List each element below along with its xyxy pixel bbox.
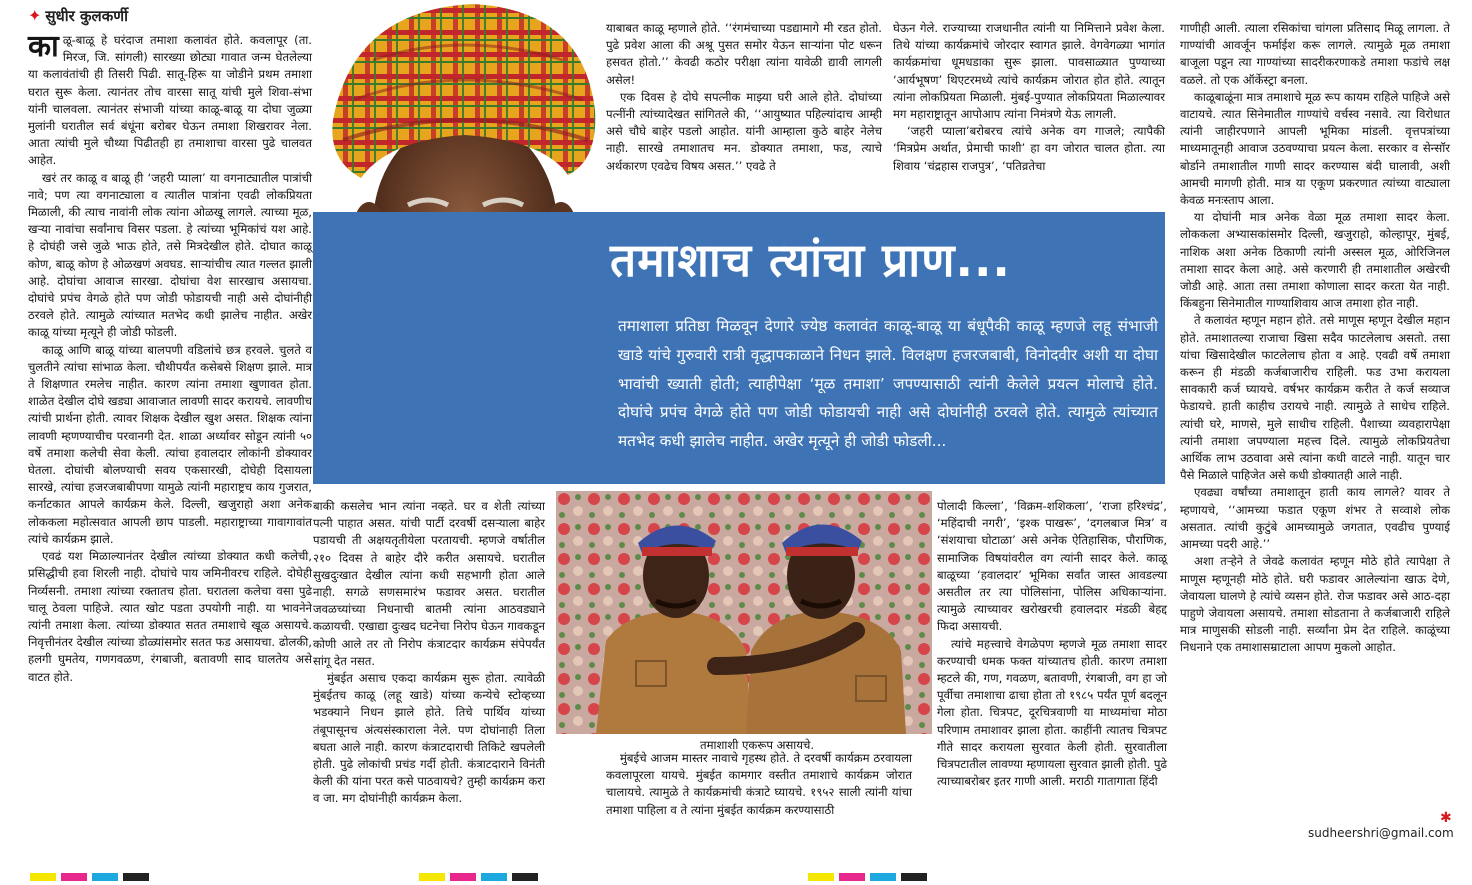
- article-column-3-bottom: [937, 498, 1167, 789]
- span-bottom-paragraph-1: मुंबईचे आजम मास्तर नावाचे गृहस्थ होते. ते दरवर्षी कार्यक्रम ठरवायला कवलापूरला यायचे. मुंबईत कामगार वस्तीत तमाशाचे कार्यक्रम जोरात चालायचे. त्यामुळे ते कार्यक्रमांची कंत्राटे घ्यायचे. १९५२ साली त्यांनी यांचा तमाशा पाहिला व ते त्यांना मुंबईत कार्यक्रम करण्यासाठी: [606, 751, 912, 817]
- column-3-top-paragraph-2: ‘जहरी प्याला’बरोबरच त्यांचे अनेक वग गाजले; त्यापैकी ‘मित्रप्रेम अर्थात, प्रेमाची फाशी’ हा वग जोरात चालत होता. त्या शिवाय ‘चंद्रहास राजपुत्र’, ‘पतिव्रतेचा: [893, 124, 1165, 173]
- column-4-paragraph-4: ते कलावंत म्हणून महान होते. तसे माणूस म्हणून देखील महान होते. तमाशातल्या राजाचा खिसा सदैव फाटलेलाच असतो. तसा यांचा खिसादेखील फाटलेलाच होता व आहे. एवढी वर्षे तमाशा करून ही मंडळी कर्जबाजारीच राहिली. फड उभा करायला सावकारी कर्ज घ्यायचे. वर्षभर कार्यक्रम करीत ते कर्ज सव्याज फेडायचे. हाती काहीच उरायचे नाही. त्यामुळे ते साधेच राहिले. त्यांची घरे, माणसे, मुले साधीच राहिली. पैशाच्या व्यवहारापेक्षा त्यांनी तमाशा जपण्याला महत्त्व दिले. त्यामुळे लोकप्रियतेचा आर्थिक लाभ उठवावा असे त्यांना कधी वाटले नाही. यातून चार पैसे मिळाले पाहिजेत असे कधी डोक्यातही आले नाही.: [1180, 313, 1450, 483]
- column-3-top-paragraph-1: घेऊन गेले. राज्याच्या राजधानीत त्यांनी या निमित्ताने प्रवेश केला. तिथे यांच्या कार्यक्रमांचे जोरदार स्वागत झाले. वेगवेगळ्या भागांत कार्यक्रमांचा धूमधडाका सुरू झाला. पावसाळ्यात पुण्याच्या ‘आर्यभूषण’ थिएटरमध्ये त्यांचे कार्यक्रम जोरात होत होते. त्यातून त्यांना लोकप्रियता मिळाली. मुंबई-पुण्यात लोकप्रियता मिळाल्यावर मग महाराष्ट्रातून आपोआप त्यांना निमंत्रणे येऊ लागली.: [893, 21, 1165, 122]
- column-1-paragraph-1-text: ळू-बाळू हे घरंदाज तमाशा कलावंत होते. कवलापूर (ता. मिरज, जि. सांगली) सारख्या छोट्या गावात जन्म घेतलेल्या या कलावंतांची ही तिसरी पिढी. सातू-हिरू या जोडीने प्रथम तमाशा घरात सुरू केला. त्यानंतर तोच वारसा सातू यांची मुले शिवा-संभा यांनी चालवला. त्यानंतर संभाजी यांच्या काळू-बाळू या दोघा जुळ्या मुलांनी घरातील सर्व बंधूंना बरोबर घेऊन तमाशा शिखरावर नेला. आता त्यांची मुले चौथ्या पिढीतही हा तमाशाचा वारसा पुढे चालवत आहेत.: [28, 33, 312, 168]
- column-4-paragraph-3: या दोघांनी मात्र अनेक वेळा मूळ तमाशा सादर केला. लोककला अभ्यासकांसमोर दिल्ली, खजुराहो, कोल्हापूर, मुंबई, नाशिक अशा अनेक ठिकाणी त्यांनी अस्सल मूळ, ओरिजिनल तमाशा सादर केला आहे. असे करणारी ही तमाशातील अखेरची जोडी आहे. आता तसा तमाशा कोणाला सादर करता येत नाही. किंबहुना सिनेमातील गाण्याशिवाय आज तमाशा होत नाही.: [1180, 210, 1450, 311]
- print-registration-marks: [0, 866, 1472, 876]
- column-3-bottom-paragraph-2: त्यांचे महत्त्वाचे वेगळेपण म्हणजे मूळ तमाशा सादर करण्याची धमक फक्त यांच्यातच होती. कारण तमाशा म्हटले की, गण, गवळण, बतावणी, रंगबाजी, वग हा जो पूर्वीचा तमाशाचा ढाचा होता तो १९८५ पर्यंत पूर्ण बदलून गेला होता. चित्रपट, दूरचित्रवाणी या माध्यमांचा मोठा परिणाम तमाशावर झाला होता. काहींनी त्यातच चित्रपट गीते सादर करायला सुरवात केली होती. सुरवातीला चित्रपटातील लावण्या म्हणायला सुरवात झाली होती. पुढे त्याच्याबरोबर इतर गाणी आली. मराठी गातागाता हिंदी: [937, 636, 1167, 789]
- column-4-paragraph-6: अशा तऱ्हेने ते जेवढे कलावंत म्हणून मोठे होते त्यापेक्षा ते माणूस म्हणूनही मोठे होते. घरी फडावर आलेल्यांना खाऊ देणे, जेवायला घालणे हे त्यांचे व्यसन होते. रोज फडावर असे आठ-दहा पाहुणे जेवायला असायचे. तमाशा सोडताना ते कर्जबाजारी राहिले मात्र माणुसकी सोडली नाही. सर्व्यांना प्रेम देत राहिले. काळूंच्या निधनाने एक तमाशासम्राटाला आपण मुकलो आहोत.: [1180, 554, 1450, 655]
- column-1-paragraph-1: [28, 29, 312, 170]
- article-column-2-top: [606, 20, 882, 204]
- article-column-2-bottom: [313, 498, 545, 843]
- photo-caption: तमाशाशी एकरूप असायचे.: [700, 738, 815, 752]
- duo-photo: [556, 491, 932, 734]
- summary-text: तमाशाला प्रतिष्ठा मिळवून देणारे ज्येष्ठ कलावंत काळू-बाळू या बंधूपैकी काळू म्हणजे लहू संभाजी खाडे यांचे गुरुवारी रात्री वृद्धापकाळाने निधन झाले. विलक्षण हजरजबाबी, विनोदवीर अशी या दोघा भावांची ख्याती होती; त्याहीपेक्षा ‘मूळ तमाशा’ जपण्यासाठी त्यांनी केलेले प्रयत्न मोलाचे होते. दोघांचे प्रपंच वेगळे होते पण जोडी फोडायची नाही असे दोघांनीही ठरवले होते. त्यामुळे त्यांच्यात मतभेद कधी झालेच नाहीत. अखेर मृत्यूने ही जोडी फोडली...: [618, 317, 1158, 451]
- column-4-paragraph-1: गाणीही आली. त्याला रसिकांचा चांगला प्रतिसाद मिळू लागला. ते गाण्यांची आवर्जून फर्माईश करू लागले. त्यामुळे मूळ तमाशा बाजूला पडून त्या गाण्यांच्या सादरीकरणाकडे तमाशा फडांचे लक्ष वळले. तो एक ऑर्केस्ट्रा बनला.: [1180, 21, 1450, 87]
- article-column-3-top: [893, 20, 1165, 204]
- article-column-1: [28, 29, 312, 858]
- headline: तमाशाच त्यांचा प्राण...: [610, 233, 1011, 287]
- column-2-top-paragraph-2: एक दिवस हे दोघे सपत्नीक माझ्या घरी आले होते. दोघांच्या पत्नींनी त्यांच्यादेखत सांगितले की, ‘‘आयुष्यात पहिल्यांदाच आम्ही असे चौघे बाहेर पडलो आहोत. यांनी आम्हाला कुठे बाहेर नेलेच नाही. सारखे तमाशातच मन. डोक्यात तमाशा, फड, त्याचे अर्थकारण एवढेच विषय असत.’’ एवढे ते: [606, 89, 882, 173]
- column-3-bottom-paragraph-1: पोलादी किल्ला’, ‘विक्रम-शशिकला’, ‘राजा हरिश्चंद्र’, ‘महिंदाची नगरी’, ‘इश्क पाखरू’, ‘दगलबाज मित्र’ व ‘संशयाचा घोटाळा’ असे अनेक ऐतिहासिक, पौराणिक, सामाजिक विषयांवरील वग त्यांनी सादर केले. काळू बाळूच्या ‘हवालदार’ भूमिका सर्वांत जास्त आवडल्या असतील तर त्या पोलिसांना, पोलिस अधिकाऱ्यांना. त्यामुळे त्याच्यावर खरोखरची हवालदार मंडळी बेहद्द फिदा असायची.: [937, 499, 1167, 634]
- drop-cap: का: [28, 29, 59, 64]
- column-1-paragraph-2: खरं तर काळू व बाळू ही ‘जहरी प्याला’ या वगनाट्यातील पात्रांची नावे; पण त्या वगनाट्याला व त्यातील पात्रांना एवढी लोकप्रियता मिळाली, की त्याच नावांनी लोक त्यांना ओळखू लागले. त्याच्या मूळ, खऱ्या नावांचा सर्वांनाच विसर पडला. हे त्यांच्या भूमिकांचं यश आहे. हे दोघंही जसे जुळे भाऊ होते, तसे मित्रदेखील होते. दोघात काळू कोण, बाळू कोण हे ओळखणं अवघड. साऱ्यांचीच त्यात गल्लत झाली आहे. दोघांचा आवाज सारखा. दोघांचा वेश सारखाच असायचा. दोघांचे प्रपंच वेगळे होते पण जोडी फोडायची नाही असे दोघांनीही ठरवले होते. त्यामुळे त्यांच्यात मतभेद कधी झालेच नाहीत. अखेर काळू यांच्या मृत्यूने ही जोडी फोडली.: [28, 170, 312, 340]
- column-4-paragraph-2: काळूबाळूंना मात्र तमाशाचे मूळ रूप कायम राहिले पाहिजे असे वाटायचे. त्यात सिनेमातील गाण्यांचे वर्चस्व नसावे. त्या विरोधात त्यांनी जाहीरपणाने आपली भूमिका मांडली. वृत्तपत्रांच्या माध्यमातूनही आवाज उठवण्याचा प्रयत्न केला. सरकार व सेन्सॉर बोर्डाने तमाशातील गाणी सादर करण्यास बंदी घालावी, अशी आमची मागणी होती. मात्र या एकूण प्रकरणात त्यांच्या वाट्याला केवळ मनःस्ताप आला.: [1180, 89, 1450, 208]
- byline: [28, 6, 128, 28]
- red-star-icon: ✦: [28, 6, 42, 25]
- column-2-top-paragraph-1: याबाबत काळू म्हणाले होते. ‘‘रंगमंचाच्या पडद्यामागे मी रडत होतो. पुढे प्रवेश आला की अश्रू पुसत समोर येऊन साऱ्यांना पोट धरून हसवत होतो.’’ केवढी कठोर परीक्षा त्यांना यावेळी द्यावी लागली असेल!: [606, 21, 882, 87]
- column-1-paragraph-4: एवढं यश मिळाल्यानंतर देखील त्यांच्या डोक्यात कधी कलेची, प्रसिद्धीची हवा शिरली नाही. दोघांचे पाय जमिनीवरच राहिले. दोघेही निर्व्यसनी. तमाशा त्यांच्या रक्तातच होता. घरातला कलेचा वसा पुढे चालू ठेवला पाहिजे. त्यात खोट पडता उपयोगी नाही. या भावनेने त्यांनी तमाशा केला. त्यांच्या डोक्यात सतत तमाशाचे खूळ असायचे. निवृत्तीनंतर देखील त्यांच्या डोळ्यांसमोर सतत फड असायचा. ढोलकी, हलगी घुमतेय, गणगवळण, रंगबाजी, बतावणी साद घालतेय असे वाटत होते.: [28, 549, 312, 684]
- end-star-icon: ✱: [1440, 810, 1452, 826]
- author-email: sudheershri@gmail.com: [1308, 826, 1454, 840]
- article-column-4: [1180, 20, 1450, 810]
- column-2-bottom-paragraph-1: बाकी कसलेच भान त्यांना नव्हते. घर व शेती त्यांच्या पत्नी पाहात असत. यांची पार्टी दरवर्षी दसऱ्याला बाहेर पडायची ती अक्षयतृतीयेला परतायची. म्हणजे वर्षातील २१० दिवस ते बाहेर दौरे करीत असायचे. घरातील सुखदुःखात देखील त्यांना कधी सहभागी होता आले नाही. सगळे सणसमारंभ फडावर असत. घरातील जवळच्यांच्या निधनाची बातमी त्यांना आठवड्याने कळायची. एखाद्या दुःखद घटनेचा निरोप घेऊन गावकडून कोणी आले तर तो निरोप कंत्राटदार कार्यक्रम संपेपर्यंत सांगू देत नसत.: [313, 499, 545, 668]
- column-4-paragraph-5: एवढ्या वर्षांच्या तमाशातून हाती काय लागले? यावर ते म्हणायचे, ‘‘आमच्या फडात एकूण शंभर ते सव्वाशे लोक असतात. त्यांची कुटुंबे आमच्यामुळे जगतात, एवढीच पुण्याई आमच्या पदरी आहे.’’: [1180, 485, 1450, 552]
- column-1-paragraph-3: काळू आणि बाळू यांच्या बालपणी वडिलांचे छत्र हरवले. चुलते व चुलतीने त्यांचा सांभाळ केला. चौथीपर्यंत कसेबसे शिक्षण झाले. मात्र ते शिक्षणात रमलेच नाहीत. कारण त्यांना तमाशा खुणावत होता. शाळेत देखील दोघे खड्या आवाजात लावणी सादर करायचे. लावणीच त्यांची प्रार्थना होती. त्यावर शिक्षक देखील खुश असत. शिक्षक त्यांना लावणी म्हणण्याचीच परवानगी देत. शाळा अर्ध्यावर सोडून त्यांनी ५० वर्षे तमाशा कलेची सेवा केली. त्यांचा हवालदार लोकांनी डोक्यावर घेतला. दोघांची बोलण्याची सवय एकसारखी, दोघेही दिसायला सारखे, त्यांचा हजरजबाबीपणा यामुळे त्यांनी महाराष्ट्रच काय गुजरात, कर्नाटकात आपले कार्यक्रम केले. दिल्ली, खजुराहो अशा अनेक लोककला महोत्सवात आपली छाप पाडली. महाराष्ट्राच्या गावागावांत त्यांचे कार्यक्रम झाले.: [28, 342, 312, 546]
- column-2-bottom-paragraph-2: मुंबईत असाच एकदा कार्यक्रम सुरू होता. त्यावेळी मुंबईतच काळू (लहू खाडे) यांच्या कन्येचे स्टोव्हच्या भडक्याने निधन झाले होते. तिचे पार्थिव यांच्या तंबूपासूनच अंत्यसंस्काराला नेले. पण दोघांनाही तिला बघता आले नाही. कारण कंत्राटदाराची तिकिटे खपलेली होती. पुढे लोकांची प्रचंड गर्दी होती. कंत्राटदाराने विनंती केली की यांना परत कसे पाठवायचे? तुम्ही कार्यक्रम करा व जा. मग दोघांनीही कार्यक्रम केला.: [313, 671, 545, 806]
- article-span-bottom: [606, 750, 912, 856]
- duo-illustration: [556, 491, 932, 734]
- byline-name: सुधीर कुलकर्णी: [45, 7, 128, 25]
